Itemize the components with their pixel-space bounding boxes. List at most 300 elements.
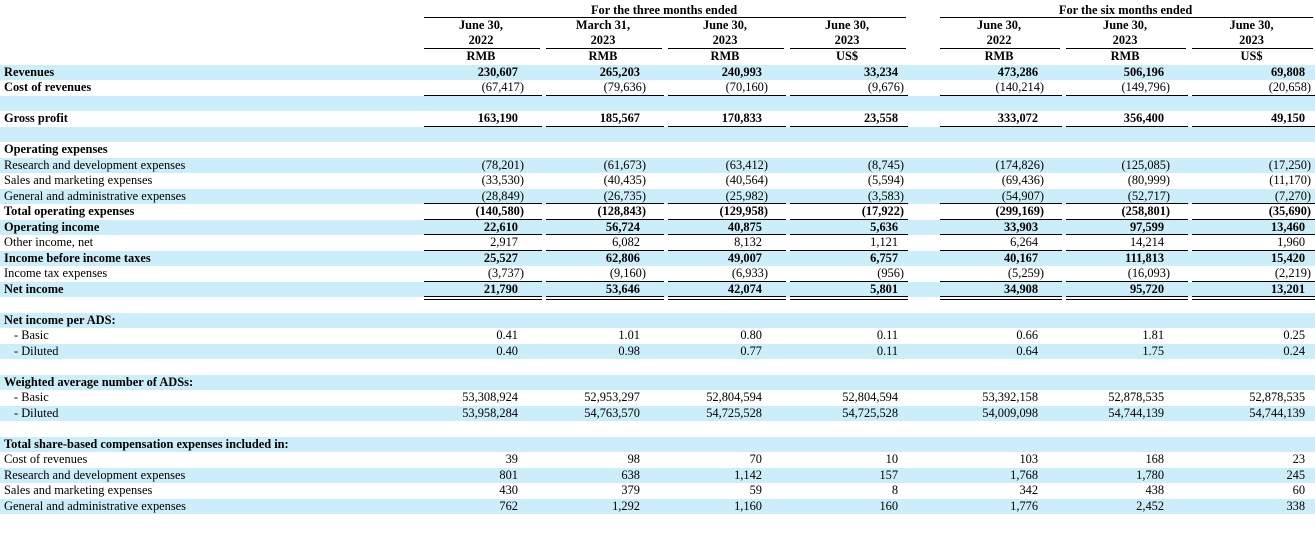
value-cell: (174,826): [936, 158, 1062, 174]
value-cell: 8,132: [664, 235, 786, 251]
date-line-1: June 30,: [977, 18, 1022, 32]
value-cell: 103: [1019, 452, 1039, 466]
value-cell: (149,796): [1062, 80, 1188, 96]
value-cell: [936, 142, 1062, 158]
value-cell: (6,933): [664, 266, 786, 282]
group-gap-cell: [908, 220, 936, 236]
value-cell: [786, 96, 908, 112]
group-gap-cell: [908, 437, 936, 453]
date-line-1: June 30,: [458, 18, 504, 32]
group-gap-cell: [908, 127, 936, 143]
row-label: Operating expenses: [4, 142, 108, 156]
table-row: [0, 127, 1315, 143]
value-cell: [1188, 437, 1315, 453]
row-label: Net income per ADS:: [0, 313, 420, 329]
value-cell: [664, 96, 786, 112]
value-cell: [664, 359, 786, 375]
value-cell: 8: [891, 483, 899, 497]
value-cell: 0.25: [1283, 328, 1306, 342]
value-cell: [664, 375, 786, 391]
value-cell: 2,452: [1062, 499, 1188, 515]
value-cell: [936, 375, 1062, 391]
date-line-1: March 31,: [575, 18, 631, 32]
value-cell: (9,676): [786, 80, 908, 96]
value-cell: 5,636: [786, 220, 908, 236]
value-cell: (28,849): [420, 189, 542, 205]
value-cell: [664, 437, 786, 453]
table-row: [0, 499, 1315, 515]
value-cell: 53,958,284: [420, 406, 542, 422]
row-label: [0, 359, 420, 375]
value-cell: 98: [627, 452, 640, 466]
value-cell: 13,460: [1188, 220, 1315, 236]
column-currency-header: US$: [836, 48, 859, 63]
group-gap-cell: [908, 483, 936, 499]
value-cell: (129,958): [664, 204, 786, 220]
value-cell: 23: [1292, 452, 1306, 466]
table-row: [0, 483, 1315, 499]
value-cell: (125,085): [1062, 158, 1188, 174]
value-cell: [936, 96, 1062, 112]
value-cell: [1062, 297, 1188, 313]
row-label: Gross profit: [4, 111, 68, 125]
table-row: [0, 96, 1315, 112]
column-group-header: For the three months ended: [420, 2, 908, 18]
value-cell: (17,922): [786, 204, 908, 220]
value-cell: (63,412): [664, 158, 786, 174]
value-cell: (16,093): [1062, 266, 1188, 282]
value-cell: 1.01: [618, 328, 640, 342]
value-cell: 5,801: [786, 282, 908, 298]
header-currency-row: [0, 49, 1315, 65]
value-cell: (35,690): [1188, 204, 1315, 220]
date-line-1: June 30,: [824, 18, 870, 32]
value-cell: 160: [786, 499, 908, 515]
table-body: [0, 2, 1315, 514]
table-row: [0, 142, 1315, 158]
value-cell: 49,007: [664, 251, 786, 267]
value-cell: 2,917: [420, 235, 542, 251]
row-label: Cost of revenues: [4, 452, 88, 466]
table-row: [0, 390, 1315, 406]
value-cell: 240,993: [664, 65, 786, 81]
value-cell: (140,580): [420, 204, 542, 220]
table-row: [0, 344, 1315, 360]
value-cell: [786, 127, 908, 143]
table-row: [0, 189, 1315, 205]
value-cell: 1,142: [664, 468, 786, 484]
row-label: [0, 96, 420, 112]
table-row: [0, 313, 1315, 329]
value-cell: (299,169): [936, 204, 1062, 220]
value-cell: [542, 297, 664, 313]
value-cell: [420, 437, 542, 453]
table-row: [0, 80, 1315, 96]
column-date-header: [542, 18, 664, 49]
value-cell: [1188, 313, 1315, 329]
value-cell: 245: [1188, 468, 1315, 484]
value-cell: (25,982): [664, 189, 786, 205]
value-cell: [786, 421, 908, 437]
value-cell: [936, 421, 1062, 437]
value-cell: 430: [499, 483, 518, 497]
value-cell: [936, 127, 1062, 143]
group-gap-cell: [908, 406, 936, 422]
row-label: Research and development expenses: [0, 158, 420, 174]
value-cell: (9,160): [542, 266, 664, 282]
table-row: [0, 266, 1315, 282]
group-gap-cell: [908, 96, 936, 112]
value-cell: [542, 142, 664, 158]
value-cell: 54,744,139: [1062, 406, 1188, 422]
value-cell: 54,009,098: [936, 406, 1062, 422]
date-line-2: 2022: [468, 33, 494, 47]
row-label: [0, 127, 420, 143]
table-row: [0, 204, 1315, 220]
value-cell: 39: [505, 452, 518, 466]
value-cell: [420, 142, 542, 158]
value-cell: (20,658): [1188, 80, 1315, 96]
value-cell: [786, 142, 908, 158]
value-cell: 1,160: [664, 499, 786, 515]
value-cell: 356,400: [1062, 111, 1188, 127]
column-date-header: [420, 18, 542, 49]
value-cell: 52,953,297: [584, 390, 640, 404]
column-date-header: [1062, 18, 1188, 49]
value-cell: [420, 96, 542, 112]
value-cell: 0.41: [496, 328, 518, 342]
value-cell: [1062, 421, 1188, 437]
value-cell: 379: [621, 483, 640, 497]
table-row: [0, 437, 1315, 453]
value-cell: 13,201: [1188, 282, 1315, 298]
value-cell: [664, 297, 786, 313]
value-cell: [936, 359, 1062, 375]
value-cell: 230,607: [420, 65, 542, 81]
group-gap-cell: [908, 328, 936, 344]
row-label: - Diluted: [0, 406, 420, 422]
value-cell: 53,308,924: [462, 390, 518, 404]
date-line-1: June 30,: [702, 18, 748, 32]
value-cell: (40,435): [603, 173, 646, 187]
value-cell: [1062, 127, 1188, 143]
table-row: [0, 173, 1315, 189]
row-label: Other income, net: [4, 235, 94, 249]
value-cell: [664, 127, 786, 143]
date-line-1: June 30,: [1229, 18, 1274, 32]
value-cell: 762: [420, 499, 542, 515]
table-row: [0, 328, 1315, 344]
value-cell: [542, 96, 664, 112]
value-cell: (5,594): [867, 173, 905, 187]
row-label: Weighted average number of ADSs:: [0, 375, 420, 391]
value-cell: [1188, 127, 1315, 143]
value-cell: 0.64: [936, 344, 1062, 360]
value-cell: 40,167: [936, 251, 1062, 267]
value-cell: [936, 313, 1062, 329]
group-gap-cell: [908, 204, 936, 220]
date-line-2: 2023: [712, 33, 738, 47]
row-label: Operating income: [0, 220, 420, 236]
value-cell: 342: [1019, 483, 1039, 497]
value-cell: 52,878,535: [1249, 390, 1306, 404]
row-label: Income tax expenses: [4, 266, 108, 280]
column-currency-header: RMB: [588, 48, 618, 63]
table-row: [0, 235, 1315, 251]
value-cell: 52,804,594: [842, 390, 899, 404]
date-line-2: 2023: [1112, 33, 1138, 47]
value-cell: 70: [749, 452, 762, 466]
row-label: Cost of revenues: [4, 80, 92, 94]
row-label: Sales and marketing expenses: [4, 173, 153, 187]
value-cell: (80,999): [1127, 173, 1171, 187]
date-line-2: 2022: [986, 33, 1012, 47]
group-gap-cell: [908, 452, 936, 468]
spacer-cell: [0, 2, 420, 18]
row-label: General and administrative expenses: [0, 499, 420, 515]
value-cell: (5,259): [936, 266, 1062, 282]
column-date-header: [664, 18, 786, 49]
value-cell: (52,717): [1062, 189, 1188, 205]
column-date-header: [936, 18, 1062, 49]
value-cell: 438: [1145, 483, 1165, 497]
group-gap-cell: [908, 2, 936, 18]
value-cell: [786, 313, 908, 329]
row-label: Sales and marketing expenses: [4, 483, 153, 497]
value-cell: 1,960: [1188, 235, 1315, 251]
group-gap-cell: [908, 142, 936, 158]
value-cell: 14,214: [1062, 235, 1188, 251]
value-cell: 1,768: [936, 468, 1062, 484]
column-currency-header: RMB: [1110, 48, 1140, 63]
value-cell: 0.66: [1016, 328, 1039, 342]
value-cell: [542, 313, 664, 329]
value-cell: 53,646: [542, 282, 664, 298]
row-label: Total operating expenses: [4, 204, 135, 218]
value-cell: 265,203: [542, 65, 664, 81]
value-cell: [542, 127, 664, 143]
row-label: Income before income taxes: [0, 251, 420, 267]
group-gap-cell: [908, 80, 936, 96]
value-cell: 54,744,139: [1188, 406, 1315, 422]
value-cell: 6,264: [936, 235, 1062, 251]
value-cell: [936, 297, 1062, 313]
table-row: [0, 251, 1315, 267]
row-label: - Basic: [14, 328, 49, 342]
date-line-2: 2023: [590, 33, 616, 47]
value-cell: 97,599: [1062, 220, 1188, 236]
value-cell: [1062, 142, 1188, 158]
value-cell: (67,417): [420, 80, 542, 96]
group-gap-cell: [908, 375, 936, 391]
value-cell: 185,567: [542, 111, 664, 127]
group-gap-cell: [908, 235, 936, 251]
group-gap-cell: [908, 390, 936, 406]
group-gap-cell: [908, 65, 936, 81]
group-gap-cell: [908, 173, 936, 189]
value-cell: [1062, 375, 1188, 391]
date-line-2: 2023: [834, 33, 860, 47]
value-cell: 6,082: [542, 235, 664, 251]
group-gap-cell: [908, 189, 936, 205]
value-cell: 69,808: [1188, 65, 1315, 81]
header-date-row: [0, 18, 1315, 49]
value-cell: 54,725,528: [786, 406, 908, 422]
table-row: [0, 452, 1315, 468]
value-cell: 54,763,570: [542, 406, 664, 422]
column-date-header: [1188, 18, 1315, 49]
value-cell: [1188, 375, 1315, 391]
row-label: Research and development expenses: [0, 468, 420, 484]
value-cell: [420, 127, 542, 143]
group-gap-cell: [908, 158, 936, 174]
group-gap-cell: [908, 359, 936, 375]
value-cell: 59: [749, 483, 762, 497]
table-row: [0, 65, 1315, 81]
column-currency-header: RMB: [984, 48, 1014, 63]
row-label: [0, 421, 420, 437]
value-cell: [1062, 96, 1188, 112]
value-cell: [1062, 359, 1188, 375]
value-cell: 34,908: [936, 282, 1062, 298]
value-cell: [1188, 421, 1315, 437]
value-cell: (8,745): [786, 158, 908, 174]
value-cell: [542, 437, 664, 453]
table-row: [0, 375, 1315, 391]
value-cell: 338: [1188, 499, 1315, 515]
value-cell: [542, 421, 664, 437]
value-cell: 33,903: [936, 220, 1062, 236]
value-cell: [1188, 297, 1315, 313]
value-cell: [420, 375, 542, 391]
value-cell: 1,121: [786, 235, 908, 251]
value-cell: (2,219): [1188, 266, 1315, 282]
group-gap-cell: [908, 111, 936, 127]
value-cell: [786, 359, 908, 375]
value-cell: [936, 437, 1062, 453]
value-cell: [1062, 437, 1188, 453]
value-cell: [420, 313, 542, 329]
column-group-header: For the six months ended: [936, 2, 1315, 18]
value-cell: 0.77: [664, 344, 786, 360]
group-gap-cell: [908, 251, 936, 267]
row-label: Revenues: [0, 65, 420, 81]
column-currency-header: RMB: [710, 48, 740, 63]
row-label: General and administrative expenses: [0, 189, 420, 205]
value-cell: 10: [885, 452, 899, 466]
group-gap-cell: [908, 282, 936, 298]
value-cell: 15,420: [1188, 251, 1315, 267]
value-cell: 62,806: [542, 251, 664, 267]
value-cell: (3,737): [420, 266, 542, 282]
value-cell: 52,878,535: [1108, 390, 1165, 404]
value-cell: 33,234: [786, 65, 908, 81]
group-gap-cell: [908, 344, 936, 360]
table-row: [0, 220, 1315, 236]
value-cell: 60: [1292, 483, 1306, 497]
table-row: [0, 111, 1315, 127]
table-row: [0, 282, 1315, 298]
value-cell: (128,843): [542, 204, 664, 220]
value-cell: 49,150: [1188, 111, 1315, 127]
value-cell: 1,780: [1062, 468, 1188, 484]
value-cell: (258,801): [1062, 204, 1188, 220]
value-cell: 1.75: [1062, 344, 1188, 360]
date-line-2: 2023: [1239, 33, 1264, 47]
column-currency-header: US$: [1240, 48, 1263, 63]
group-gap-cell: [908, 468, 936, 484]
income-statement-table: [0, 2, 1315, 514]
value-cell: 1.81: [1142, 328, 1165, 342]
table-row: [0, 158, 1315, 174]
row-label: [0, 297, 420, 313]
value-cell: 54,725,528: [664, 406, 786, 422]
value-cell: 333,072: [936, 111, 1062, 127]
value-cell: (3,583): [786, 189, 908, 205]
value-cell: [1188, 96, 1315, 112]
value-cell: (78,201): [420, 158, 542, 174]
value-cell: 56,724: [542, 220, 664, 236]
value-cell: (79,636): [542, 80, 664, 96]
value-cell: [786, 375, 908, 391]
value-cell: 163,190: [420, 111, 542, 127]
group-gap-cell: [908, 297, 936, 313]
value-cell: 801: [420, 468, 542, 484]
group-gap-cell: [908, 18, 936, 49]
table-row: [0, 406, 1315, 422]
value-cell: 638: [542, 468, 664, 484]
value-cell: 170,833: [664, 111, 786, 127]
value-cell: [1062, 313, 1188, 329]
value-cell: [420, 421, 542, 437]
value-cell: 0.11: [786, 344, 908, 360]
value-cell: [664, 421, 786, 437]
value-cell: [664, 313, 786, 329]
value-cell: 0.80: [740, 328, 762, 342]
value-cell: 0.11: [876, 328, 899, 342]
value-cell: (69,436): [1001, 173, 1045, 187]
value-cell: (33,530): [481, 173, 524, 187]
row-label: Net income: [0, 282, 420, 298]
row-label: Total share-based compensation expenses included in:: [0, 437, 420, 453]
table-row: [0, 297, 1315, 313]
value-cell: 506,196: [1062, 65, 1188, 81]
table-row: [0, 468, 1315, 484]
value-cell: (61,673): [542, 158, 664, 174]
value-cell: (7,270): [1188, 189, 1315, 205]
value-cell: 1,292: [542, 499, 664, 515]
value-cell: (956): [786, 266, 908, 282]
value-cell: (26,735): [542, 189, 664, 205]
value-cell: 157: [786, 468, 908, 484]
group-gap-cell: [908, 313, 936, 329]
value-cell: 53,392,158: [982, 390, 1039, 404]
value-cell: [1188, 142, 1315, 158]
value-cell: 168: [1145, 452, 1165, 466]
header-group-row: [0, 2, 1315, 18]
value-cell: (17,250): [1188, 158, 1315, 174]
column-date-header: [786, 18, 908, 49]
value-cell: [1188, 359, 1315, 375]
column-currency-header: RMB: [466, 48, 496, 63]
value-cell: 42,074: [664, 282, 786, 298]
row-label: - Diluted: [0, 344, 420, 360]
value-cell: [786, 297, 908, 313]
value-cell: 111,813: [1062, 251, 1188, 267]
value-cell: 1,776: [936, 499, 1062, 515]
group-gap-cell: [908, 266, 936, 282]
group-gap-cell: [908, 421, 936, 437]
